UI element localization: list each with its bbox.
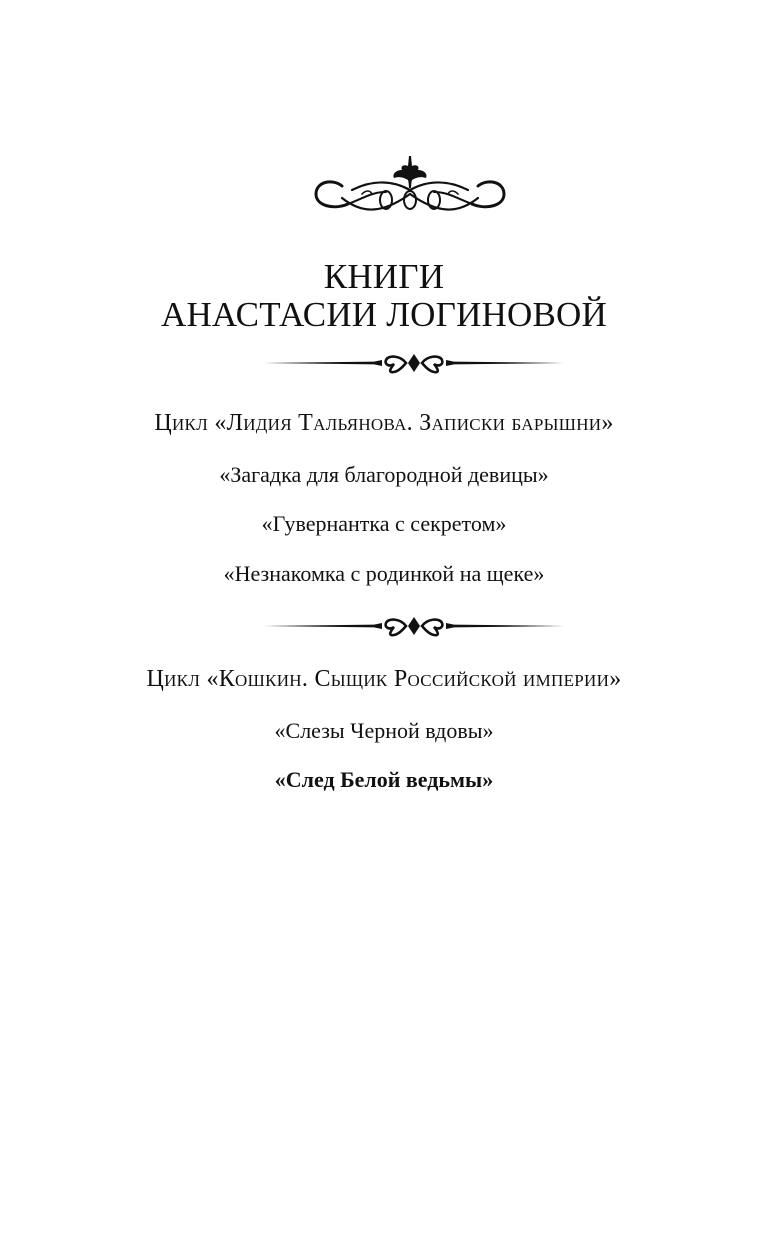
book-title: «Слезы Черной вдовы» [274,718,494,743]
series-title: Цикл «Кошкин. Сыщик Российской империи» [146,666,622,692]
book-title: «Загадка для благородной девицы» [219,462,549,487]
scroll-divider-icon [264,351,564,375]
scroll-divider-icon [264,614,564,638]
page-title-line-1: КНИГИ [323,257,445,296]
page-title-line-2: АНАСТАСИИ ЛОГИНОВОЙ [160,295,608,334]
series-title: Цикл «Лидия Тальянова. Записки барышни» [154,410,614,436]
book-title: «Незнакомка с родинкой на щеке» [223,561,545,586]
book-title-current: «След Белой ведьмы» [274,767,494,792]
page-title [0,258,768,334]
flourish-ornament-icon [312,154,508,218]
book-title: «Гувернантка с секретом» [261,511,507,536]
